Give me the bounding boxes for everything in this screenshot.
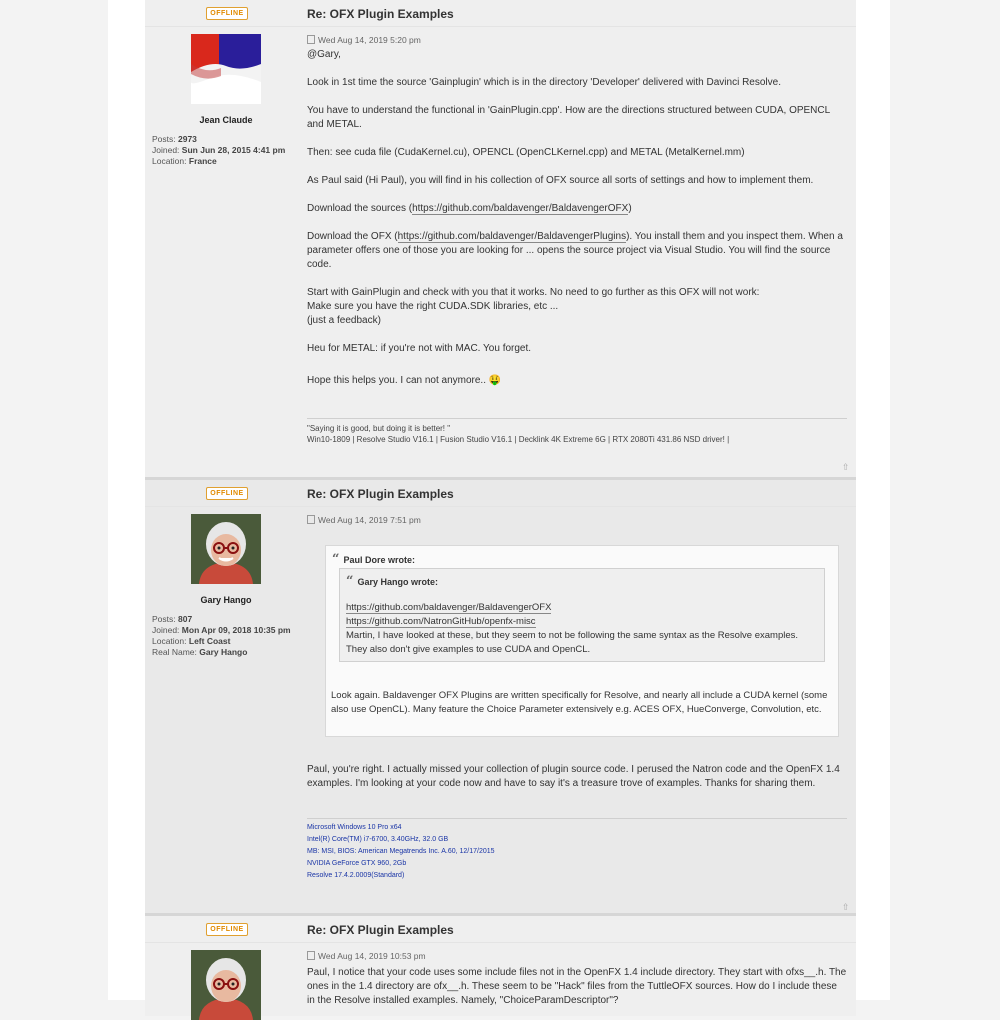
quote-author: “ Paul Dore wrote: (332, 552, 415, 567)
forum-post (145, 0, 856, 478)
avatar[interactable] (191, 950, 261, 1020)
quote-text: Look again. Baldavenger OFX Plugins are written specifically for Resolve, and nearly all include a CUDA kernel (some also use OpenCL). Many feature the Choice Parameter extensively e.g. ACES OFX, HueConverge, Convolution, etc. (331, 690, 828, 715)
nested-blockquote (339, 568, 825, 662)
quote-author: “ Gary Hango wrote: (346, 574, 438, 589)
quote-text: https://github.com/baldavenger/BaldavengerOFX https://github.com/NatronGitHub/openfx-misc Martin, I have looked at these, but they seem to not be following the same syntax as the Resolve examples. They also don't give examples to use CUDA and OpenCL. (346, 602, 799, 655)
offline-badge: OFFLINE (206, 7, 248, 20)
post-profile (145, 916, 300, 1016)
signature: Microsoft Windows 10 Pro x64 Intel(R) Core(TM) i7-6700, 3.40GHz, 32.0 GB MB: MSI, BIOS: American Megatrends Inc. A.60, 12/17/2015 NVIDIA GeForce GTX 960, 2Gb Resolve 17.4.2.0009(Standard) (307, 824, 495, 879)
link[interactable]: https://github.com/baldavenger/BaldavengerPlugins (397, 231, 627, 242)
file-icon[interactable] (307, 951, 315, 960)
link[interactable]: https://github.com/baldavenger/BaldavengerOFX (346, 602, 552, 613)
emoji: 🤑 (488, 375, 502, 386)
file-icon[interactable] (307, 35, 315, 44)
signature-divider (307, 818, 847, 819)
post-title[interactable]: Re: OFX Plugin Examples (307, 923, 454, 937)
forum-post (145, 913, 856, 1016)
username[interactable]: Gary Hango (200, 595, 252, 605)
post-title[interactable]: Re: OFX Plugin Examples (307, 7, 454, 21)
link[interactable]: https://github.com/NatronGitHub/openfx-misc (346, 616, 536, 627)
offline-badge: OFFLINE (206, 487, 248, 500)
title-divider (145, 26, 856, 27)
forum-post (145, 477, 856, 916)
file-icon[interactable] (307, 515, 315, 524)
avatar[interactable] (191, 514, 261, 584)
signature: "Saying it is good, but doing it is better! " Win10-1809 | Resolve Studio V16.1 | Fusion Studio V16.1 | Decklink 4K Extreme 6G | RTX 2080Ti 431.86 NSD driver! | (307, 424, 730, 444)
blockquote (325, 545, 839, 737)
post-content: @Gary, Look in 1st time the source 'Gainplugin' which is in the directory 'Developer' delivered with Davinci Resolve. You have to understand the functional in 'GainPlugin.cpp'. How are the directions structured between CUDA, OPENCL and METAL. Then: see cuda file (CudaKernel.cu), OPENCL (OpenCLKernel.cpp) and METAL (MetalKernel.mm) As Paul said (Hi Paul), you will find in his collection of OFX source all sorts of settings and how to implement them. Download the sources (https://github.com/baldavenger/BaldavengerOFX) Download the OFX (https://github.com/baldavenger/BaldavengerPlugins). You install them and you inspect them. When a parameter offers one of those you are looking for ... opens the source project via Visual Studio. You will find the source code. Start with GainPlugin and check with you that it works. No need to go further as this OFX will not work: Make sure you have the right CUDA.SDK libraries, etc ... (just a feedback) Heu for METAL: if you're not with MAC. You forget. Hope this helps you. I can not anymore.. 🤑 (307, 49, 843, 386)
post-meta: Wed Aug 14, 2019 5:20 pm (307, 35, 421, 45)
offline-badge: OFFLINE (206, 923, 248, 936)
title-divider (145, 942, 856, 943)
signature-divider (307, 418, 847, 419)
avatar[interactable] (191, 34, 261, 104)
post-profile (145, 0, 300, 478)
profile-stats: Posts: 807 Joined: Mon Apr 09, 2018 10:35 pm Location: Left Coast Real Name: Gary Hango (152, 614, 291, 657)
profile-stats: Posts: 2973 Joined: Sun Jun 28, 2015 4:41 pm Location: France (152, 134, 286, 166)
post-profile (145, 480, 300, 916)
post-title[interactable]: Re: OFX Plugin Examples (307, 487, 454, 501)
username[interactable]: Jean Claude (199, 115, 253, 125)
post-content: Paul, you're right. I actually missed your collection of plugin source code. I perused the Natron code and the OpenFX 1.4 examples. I'm looking at your code now and have to say it's a treasure trove of examples. Thanks for sharing them. (307, 764, 840, 789)
back-to-top-icon[interactable]: ⇧ (842, 462, 850, 472)
title-divider (145, 506, 856, 507)
post-meta: Wed Aug 14, 2019 10:53 pm (307, 951, 426, 961)
back-to-top-icon[interactable]: ⇧ (842, 902, 850, 912)
post-meta: Wed Aug 14, 2019 7:51 pm (307, 515, 421, 525)
post-content: Paul, I notice that your code uses some include files not in the OpenFX 1.4 include directory. They start with ofxs__.h. The ones in the 1.4 directory are ofx__.h. These seem to be "Hack" files from the TuttleOFX sources. How do I include these in the Resolve installed examples. Namely, "ChoiceParamDescriptor"? (307, 967, 847, 1006)
quote-icon: “ (346, 574, 354, 589)
quote-icon: “ (332, 552, 340, 567)
link[interactable]: https://github.com/baldavenger/BaldavengerOFX (412, 203, 629, 214)
